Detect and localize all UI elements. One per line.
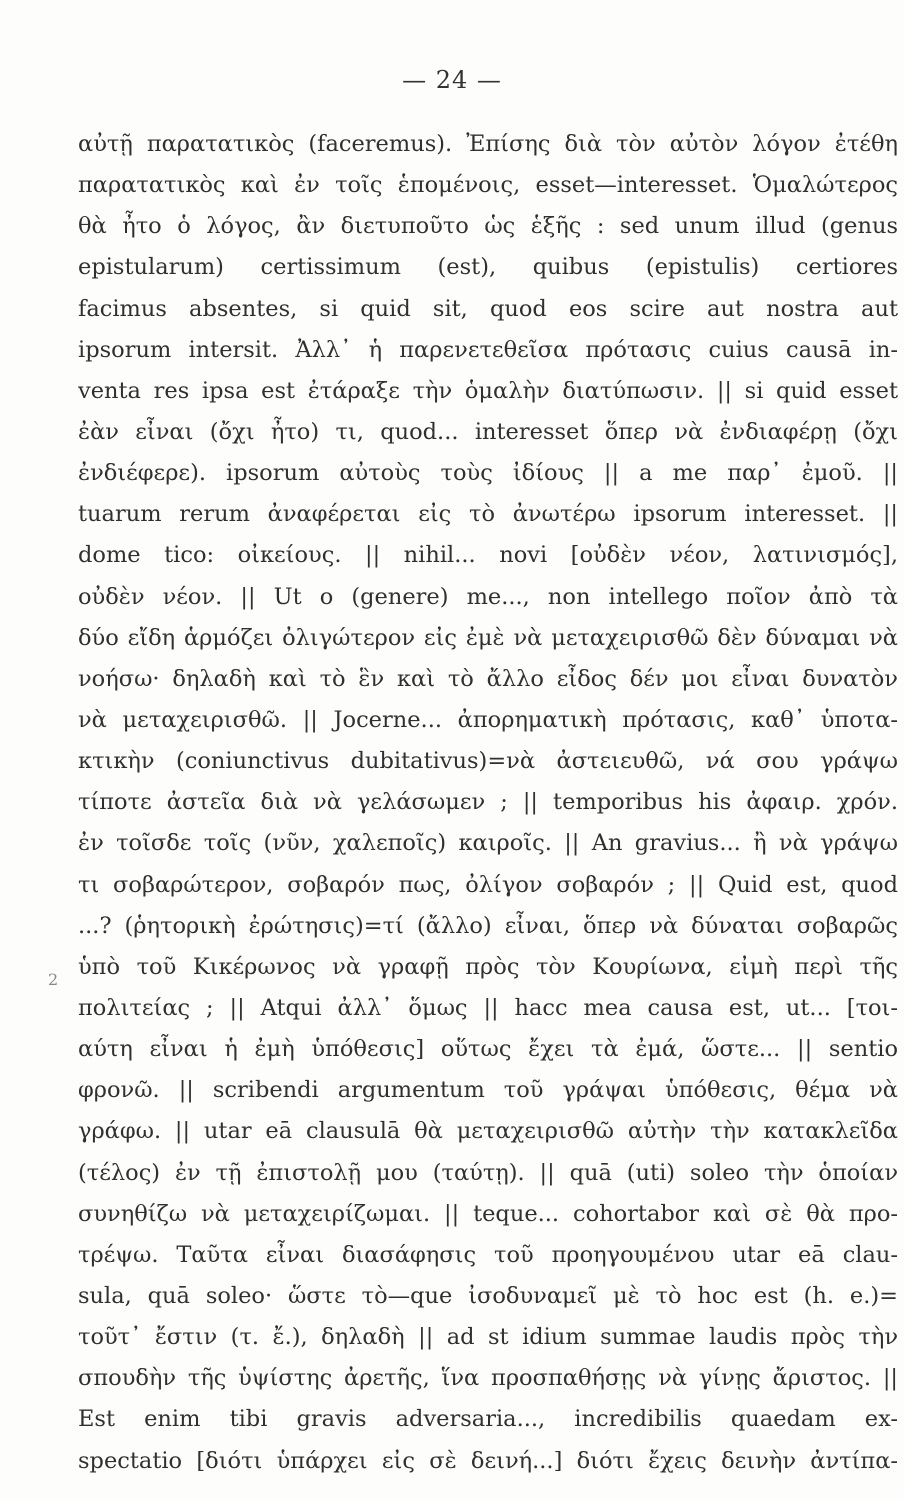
text-line: epistularum) certissimum (est), quibus (epistulis) certiores	[78, 254, 898, 281]
body-text	[78, 124, 898, 1482]
text-line: δύο εἴδη ἁρμόζει ὀλιγώτερον εἰς ἐμὲ νὰ μεταχειρισθῶ δὲν δύναμαι νὰ	[78, 624, 898, 651]
text-line: ipsorum intersit. Ἀλλ᾽ ἡ παρενετεθεῖσα πρότασις cuius causā in-	[78, 336, 898, 363]
text-line: νὰ μεταχειρισθῶ. || Jocerne... ἀπορηματικὴ πρότασις, καθ᾽ ὑποτα-	[78, 706, 898, 733]
text-line: παρατατικὸς καὶ ἐν τοῖς ἑπομένοις, esset—interesset. Ὁμαλώτερος	[78, 172, 898, 199]
text-line: τίποτε ἀστεῖα διὰ νὰ γελάσωμεν ; || temporibus his ἀφαιρ. χρόν.	[78, 789, 898, 816]
text-line: νοήσω· δηλαδὴ καὶ τὸ ἓν καὶ τὸ ἄλλο εἶδος δέν μοι εἶναι δυνατὸν	[78, 665, 898, 692]
text-line: facimus absentes, si quid sit, quod eos scire aut nostra aut	[78, 295, 898, 322]
text-line: ...? (ῥητορικὴ ἐρώτησις)=τί (ἄλλο) εἶναι, ὅπερ νὰ δύναται σοβαρῶς	[78, 912, 898, 939]
text-line: κτικὴν (coniunctivus dubitativus)=νὰ ἀστειευθῶ, νά σου γράψω	[78, 748, 898, 775]
text-line: τρέψω. Ταῦτα εἶναι διασάφησις τοῦ προηγουμένου utar eā clau-	[78, 1241, 898, 1268]
text-line: αὐτῇ παρατατικὸς (faceremus). Ἐπίσης διὰ τὸν αὐτὸν λόγον ἐτέθη	[78, 131, 898, 157]
text-line: sula, quā soleo· ὥστε τὸ—que ἰσοδυναμεῖ μὲ τὸ hoc est (h. e.)=	[78, 1282, 898, 1309]
text-line: spectatio [διότι ὑπάρχει εἰς σὲ δεινή...] διότι ἔχεις δεινὴν ἀντίπα-	[78, 1447, 898, 1474]
text-line: τι σοβαρώτερον, σοβαρόν πως, ὀλίγον σοβαρόν ; || Quid est, quod	[78, 871, 898, 898]
text-line: σπουδὴν τῆς ὑψίστης ἀρετῆς, ἵνα προσπαθήσῃς νὰ γίνῃς ἄριστος. ||	[78, 1365, 898, 1392]
text-line: ἐνδιέφερε). ipsorum αὐτοὺς τοὺς ἰδίους || a me παρ᾽ ἐμοῦ. ||	[78, 460, 898, 487]
text-line: ὑπὸ τοῦ Κικέρωνος νὰ γραφῇ πρὸς τὸν Κουρίωνα, εἰμὴ περὶ τῆς	[78, 953, 898, 980]
text-line: (τέλος) ἐν τῇ ἐπιστολῇ μου (ταύτῃ). || quā (uti) soleo τὴν ὁποίαν	[78, 1159, 898, 1186]
text-line: ἐν τοῖσδε τοῖς (νῦν, χαλεποῖς) καιροῖς. || An gravius... ἢ νὰ γράψω	[78, 830, 898, 857]
text-line: venta res ipsa est ἐτάραξε τὴν ὁμαλὴν διατύπωσιν. || si quid esset	[78, 377, 898, 404]
text-line: Est enim tibi gravis adversaria..., incredibilis quaedam ex-	[78, 1406, 898, 1433]
text-line: dome tico: οἰκείους. || nihil... novi [οὐδὲν νέον, λατινισμός],	[78, 542, 898, 569]
text-line: αύτη εἶναι ἡ ἐμὴ ὑπόθεσις] οὕτως ἔχει τὰ ἐμά, ὥστε... || sentio	[78, 1036, 898, 1063]
text-line: tuarum rerum ἀναφέρεται εἰς τὸ ἀνωτέρω ipsorum interesset. ||	[78, 501, 898, 528]
text-line: γράφω. || utar eā clausulā θὰ μεταχειρισθῶ αὐτὴν τὴν κατακλεῖδα	[78, 1118, 898, 1145]
page-number: — 24 —	[402, 66, 502, 94]
margin-mark: 2	[48, 970, 59, 989]
text-line: πολιτείας ; || Atqui ἀλλ᾽ ὅμως || hacc mea causa est, ut... [τοι-	[78, 994, 898, 1021]
text-line: θὰ ἦτο ὁ λόγος, ἂν διετυποῦτο ὡς ἑξῆς : sed unum illud (genus	[78, 213, 898, 240]
text-line: ἐὰν εἶναι (ὄχι ἦτο) τι, quod... interesset ὅπερ νὰ ἐνδιαφέρῃ (ὄχι	[78, 418, 898, 445]
text-line: οὐδὲν νέον. || Ut o (genere) me..., non intellego ποῖον ἀπὸ τὰ	[78, 583, 898, 610]
text-line: τοῦτ᾽ ἔστιν (τ. ἔ.), δηλαδὴ || ad st idium summae laudis πρὸς τὴν	[78, 1324, 898, 1351]
text-line: φρονῶ. || scribendi argumentum τοῦ γράψαι ὑπόθεσις, θέμα νὰ	[78, 1077, 898, 1104]
text-line: συνηθίζω νὰ μεταχειρίζωμαι. || teque... cohortabor καὶ σὲ θὰ προ-	[78, 1200, 898, 1227]
